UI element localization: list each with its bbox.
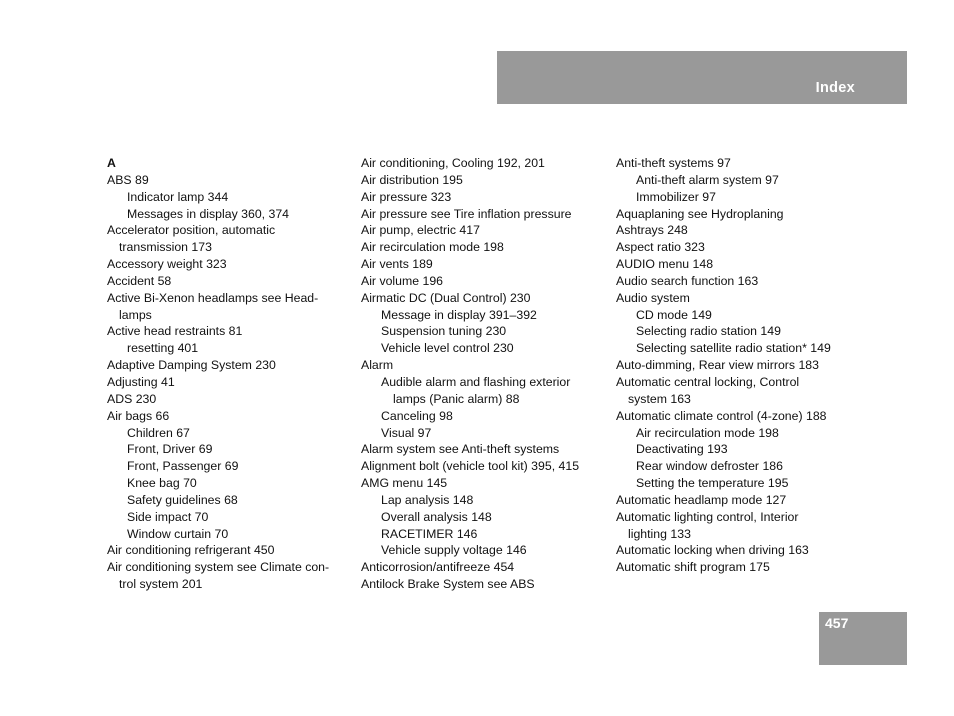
index-entry: Air conditioning system see Climate con- [107,560,330,575]
index-entry: Accelerator position, automatic [107,223,276,238]
index-entry: Alignment bolt (vehicle tool kit) 395, 415 [361,459,580,474]
index-column-3 [616,155,876,576]
index-entry: Anti-theft systems 97 [616,156,731,170]
header-bar [497,51,907,104]
index-entry: AUDIO menu 148 [616,257,714,272]
index-entry: Audio search function 163 [616,273,759,288]
index-letter-heading: A [107,156,116,170]
index-entry: Deactivating 193 [636,442,728,457]
page-number-box [819,612,907,665]
index-entry: Adaptive Damping System 230 [107,358,276,373]
index-entry: RACETIMER 146 [381,526,478,541]
index-entry: Vehicle level control 230 [381,341,514,356]
index-entry: Airmatic DC (Dual Control) 230 [361,290,531,305]
index-entry: Messages in display 360, 374 [127,206,290,221]
index-entry: Window curtain 70 [127,526,229,541]
index-entry: Automatic lighting control, Interior [616,509,799,524]
index-entry: Air vents 189 [361,257,433,272]
index-entry: Accident 58 [107,273,172,288]
index-entry: ABS 89 [107,172,149,187]
index-entry: system 163 [628,391,691,406]
index-entry: Auto-dimming, Rear view mirrors 183 [616,358,819,373]
index-entry: lamps [119,307,152,322]
index-entry: Audio system [616,290,690,305]
index-entry: Air conditioning, Cooling 192, 201 [361,156,545,170]
index-entry: Automatic central locking, Control [616,374,800,389]
index-entry: Air pressure 323 [361,189,452,204]
index-entry: Ashtrays 248 [616,223,688,238]
index-entry: Canceling 98 [381,408,453,423]
index-entry: Selecting satellite radio station* 149 [636,341,831,356]
index-entry: lighting 133 [628,526,691,541]
index-entry: Air conditioning refrigerant 450 [107,543,275,558]
index-entry: Selecting radio station 149 [636,324,781,339]
index-entry: Anti-theft alarm system 97 [636,172,779,187]
index-entry: Anticorrosion/antifreeze 454 [361,560,515,575]
index-entry: Aquaplaning see Hydroplaning [616,206,784,221]
index-entry: resetting 401 [127,341,199,356]
index-entry: Children 67 [127,425,190,440]
index-entry: Rear window defroster 186 [636,459,783,474]
index-entry: Lap analysis 148 [381,492,474,507]
index-entry: Aspect ratio 323 [616,240,705,255]
index-entry: Indicator lamp 344 [127,189,229,204]
index-entry: Air distribution 195 [361,172,463,187]
index-entry: Air bags 66 [107,408,170,423]
index-entry: Suspension tuning 230 [381,324,507,339]
index-entry: CD mode 149 [636,307,712,322]
index-entry: lamps (Panic alarm) 88 [393,391,520,406]
index-entry: transmission 173 [119,240,212,255]
index-entry: Air recirculation mode 198 [636,425,779,440]
index-entry: Knee bag 70 [127,476,197,491]
index-entry: ADS 230 [107,391,157,406]
index-entry: Air pump, electric 417 [361,223,480,238]
index-entry: Setting the temperature 195 [636,476,789,491]
index-entry: Side impact 70 [127,509,209,524]
index-entry: Adjusting 41 [107,374,175,389]
index-entry: Active head restraints 81 [107,324,243,339]
index-entry: trol system 201 [119,577,203,592]
index-entry: AMG menu 145 [361,476,448,491]
index-entry: Alarm system see Anti-theft systems [361,442,560,457]
index-entry: Automatic climate control (4-zone) 188 [616,408,827,423]
index-column-2 [361,155,611,593]
index-column-1 [107,155,357,593]
index-entry: Air volume 196 [361,273,444,288]
index-entry: Safety guidelines 68 [127,492,238,507]
index-entry: Automatic headlamp mode 127 [616,492,787,507]
index-entry: Vehicle supply voltage 146 [381,543,527,558]
index-entry: Overall analysis 148 [381,509,492,524]
index-entry: Front, Passenger 69 [127,459,239,474]
page-number: 457 [825,615,849,631]
page-title: Index [815,80,855,96]
index-entry: Active Bi-Xenon headlamps see Head- [107,290,319,305]
index-entry: Automatic locking when driving 163 [616,543,809,558]
index-entry: Air recirculation mode 198 [361,240,504,255]
index-entry: Antilock Brake System see ABS [361,577,535,592]
index-entry: Immobilizer 97 [636,189,716,204]
index-entry: Automatic shift program 175 [616,560,770,575]
index-entry: Air pressure see Tire inflation pressure [361,206,572,221]
index-entry: Accessory weight 323 [107,257,227,272]
index-entry: Visual 97 [381,425,432,440]
index-entry: Front, Driver 69 [127,442,213,457]
index-entry: Alarm [361,358,394,373]
index-entry: Audible alarm and flashing exterior [381,374,571,389]
index-entry: Message in display 391–392 [381,307,537,322]
